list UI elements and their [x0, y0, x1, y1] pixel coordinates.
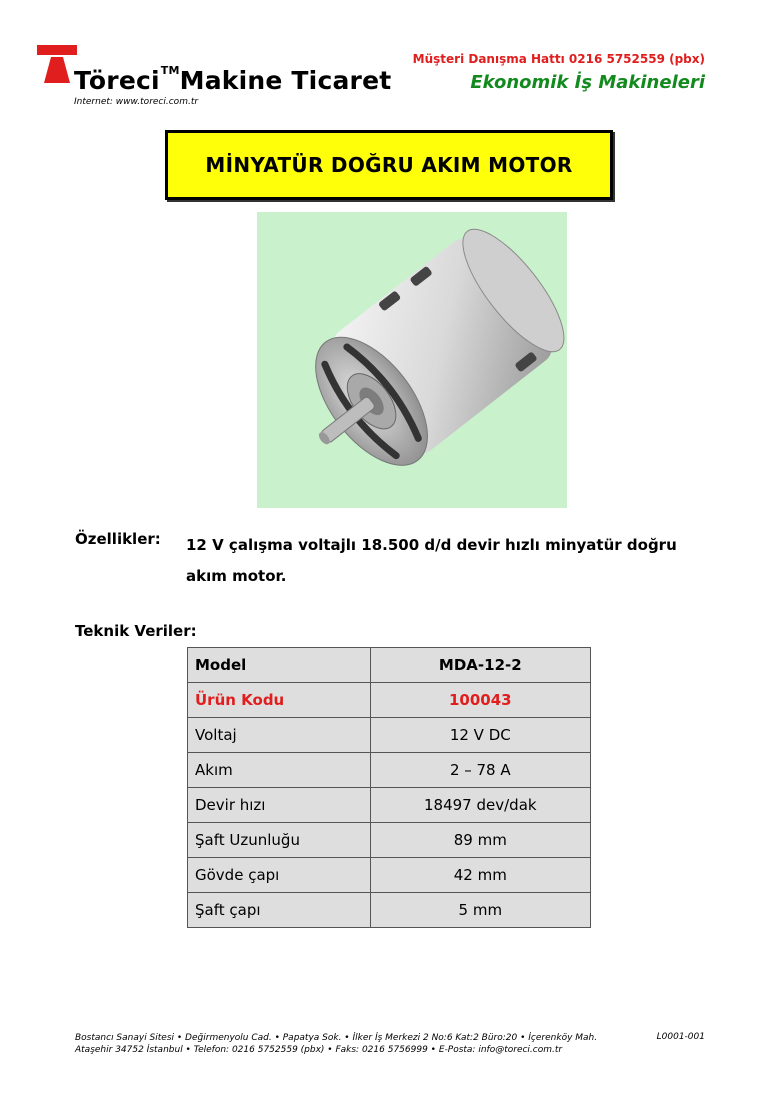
spec-label: Gövde çapı	[188, 858, 371, 893]
dc-motor-image	[257, 212, 567, 508]
table-row-shaft-length	[188, 823, 591, 858]
spec-value: 18497 dev/dak	[370, 788, 590, 823]
toreci-logo-icon	[37, 45, 77, 85]
spec-label: Model	[188, 648, 371, 683]
table-row-speed	[188, 788, 591, 823]
document-code: L0001-001	[656, 1032, 705, 1042]
spec-value: 89 mm	[370, 823, 590, 858]
spec-label: Devir hızı	[188, 788, 371, 823]
product-photo	[257, 212, 567, 508]
spec-value: MDA-12-2	[370, 648, 590, 683]
tech-spec-table	[187, 647, 591, 928]
table-row-voltage	[188, 718, 591, 753]
spec-value: 12 V DC	[370, 718, 590, 753]
footer-line-2: Ataşehir 34752 İstanbul • Telefon: 0216 5752559 (pbx) • Faks: 0216 5756999 • E-Posta: info@toreci.com.tr	[75, 1045, 563, 1055]
spec-label: Ürün Kodu	[188, 683, 371, 718]
table-row-current	[188, 753, 591, 788]
customer-hotline: Müşteri Danışma Hattı 0216 5752559 (pbx)	[412, 52, 705, 66]
product-title: MİNYATÜR DOĞRU AKIM MOTOR	[165, 130, 613, 200]
footer-address	[75, 1032, 705, 1056]
brand-name: Töreci	[74, 66, 160, 95]
features-text: 12 V çalışma voltajlı 18.500 d/d devir hızlı minyatür doğru akım motor.	[186, 536, 677, 585]
brand-suffix: Makine Ticaret	[179, 66, 392, 95]
table-row-shaft-diameter	[188, 893, 591, 928]
tech-data-label: Teknik Veriler:	[75, 622, 197, 640]
spec-value: 42 mm	[370, 858, 590, 893]
spec-label: Şaft Uzunluğu	[188, 823, 371, 858]
features-label: Özellikler:	[75, 530, 161, 548]
trademark-symbol: TM	[160, 64, 180, 77]
internet-address: Internet: www.toreci.com.tr	[74, 97, 199, 107]
spec-label: Akım	[188, 753, 371, 788]
slogan: Ekonomik İş Makineleri	[470, 72, 705, 93]
table-row-body-diameter	[188, 858, 591, 893]
spec-value: 2 – 78 A	[370, 753, 590, 788]
footer-line-1: Bostancı Sanayi Sitesi • Değirmenyolu Cad. • Papatya Sok. • İlker İş Merkezi 2 No:6 Kat:2 Büro:20 • İçerenköy Mah.	[75, 1033, 598, 1043]
brand-title	[74, 64, 391, 95]
table-row-product-code	[188, 683, 591, 718]
spec-value: 5 mm	[370, 893, 590, 928]
table-row-model	[188, 648, 591, 683]
spec-label: Şaft çapı	[188, 893, 371, 928]
spec-label: Voltaj	[188, 718, 371, 753]
spec-value: 100043	[370, 683, 590, 718]
